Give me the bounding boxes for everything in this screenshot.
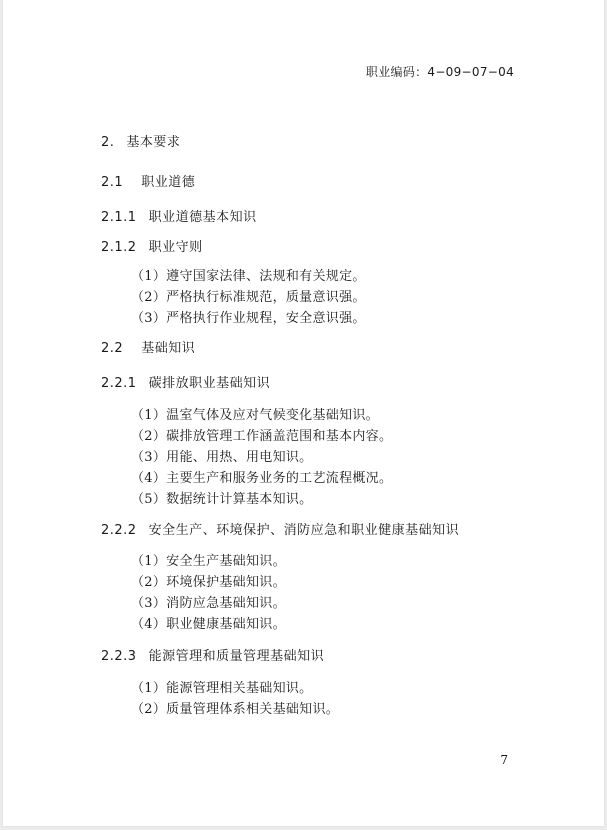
document-page [3,0,604,826]
list-item: （1）遵守国家法律、法规和有关规定。 [131,269,366,284]
list-item: （2）环境保护基础知识。 [131,575,286,590]
list-item: （3）消防应急基础知识。 [131,596,286,611]
heading-2-2 [101,337,195,356]
occupation-code: 职业编码：4−09−07−04 [365,65,514,79]
section-title-text: 基本要求 [126,135,181,150]
heading-text: 安全生产、环境保护、消防应急和职业健康基础知识 [148,523,460,538]
heading-2-1-2 [101,236,203,255]
heading-number: 2.2.1 [101,376,137,391]
list-item: （2）质量管理体系相关基础知识。 [131,702,340,717]
heading-text: 职业道德基本知识 [148,210,257,225]
heading-text: 能源管理和质量管理基础知识 [148,649,325,664]
list-item: （3）用能、用热、用电知识。 [131,450,313,465]
list-item: （5）数据统计计算基本知识。 [131,492,313,507]
section-title [101,131,180,150]
heading-number: 2.2 [101,341,124,356]
list-item: （1）能源管理相关基础知识。 [131,681,313,696]
heading-2-1 [101,171,195,190]
heading-number: 2.1.2 [101,240,137,255]
heading-number: 2.2.3 [101,649,137,664]
section-number: 2. [101,135,115,150]
heading-number: 2.1.1 [101,210,137,225]
heading-text: 碳排放职业基础知识 [148,376,271,391]
heading-2-2-3 [101,645,324,664]
page-number: 7 [500,753,508,767]
list-item: （2）严格执行标准规范，质量意识强。 [131,290,366,305]
heading-number: 2.2.2 [101,523,137,538]
list-item: （4）主要生产和服务业务的工艺流程概况。 [131,471,393,486]
heading-2-2-2 [101,519,459,538]
list-item: （1）温室气体及应对气候变化基础知识。 [131,408,379,423]
heading-2-2-1 [101,372,270,391]
heading-text: 职业道德 [141,175,196,190]
heading-2-1-1 [101,206,257,225]
list-item: （1）安全生产基础知识。 [131,554,286,569]
list-item: （4）职业健康基础知识。 [131,617,286,632]
heading-text: 职业守则 [148,240,203,255]
list-item: （2）碳排放管理工作涵盖范围和基本内容。 [131,429,393,444]
heading-text: 基础知识 [141,341,196,356]
list-item: （3）严格执行作业规程，安全意识强。 [131,311,366,326]
heading-number: 2.1 [101,175,124,190]
